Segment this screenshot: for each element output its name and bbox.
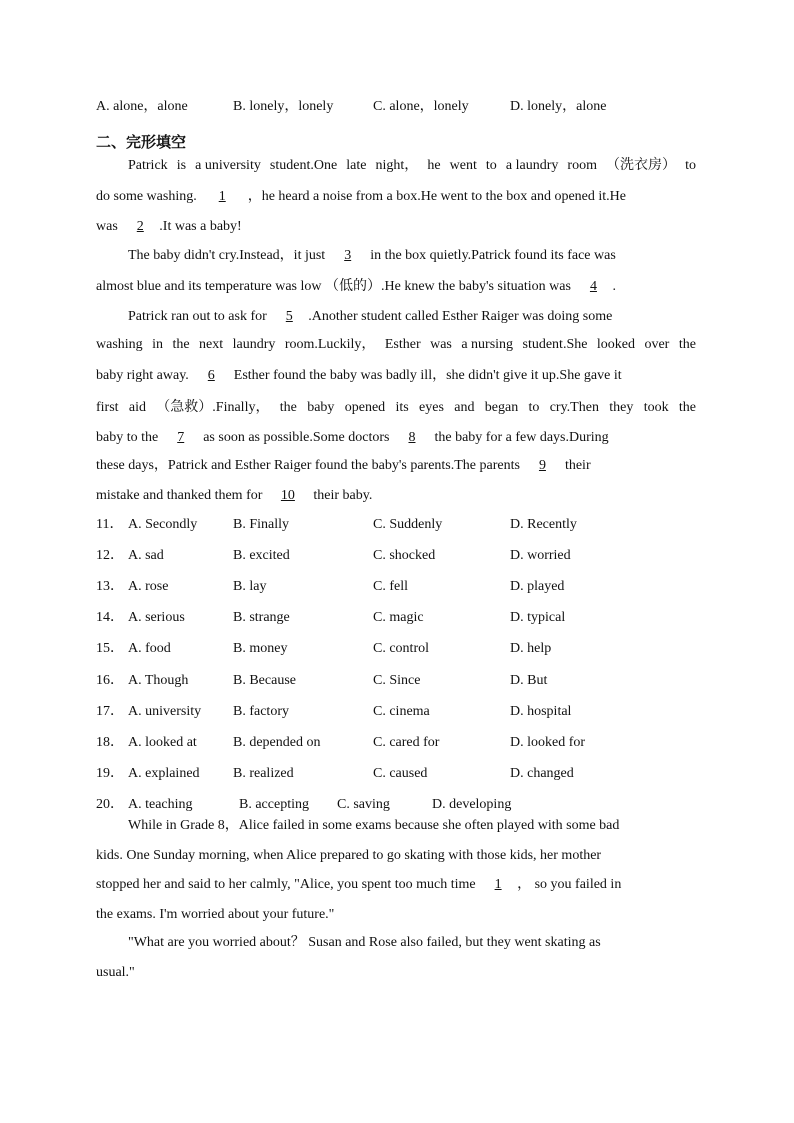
passage2-line-1: While in Grade 8，Alice failed in some exams because she often played with some bad xyxy=(128,818,620,833)
option-c: C. Since xyxy=(373,673,421,688)
option-d: D. worried xyxy=(510,548,571,563)
blank-5: 5 xyxy=(285,309,293,324)
option-b: B. accepting xyxy=(239,797,309,812)
option-d: D. changed xyxy=(510,766,574,781)
blank-p2-1: 1 xyxy=(494,877,502,892)
question-number: 13． xyxy=(96,579,124,594)
question-number: 18． xyxy=(96,735,124,750)
question-number: 12． xyxy=(96,548,124,563)
option-c: C. alone，lonely xyxy=(373,99,469,114)
passage2-line-6: usual." xyxy=(96,965,135,980)
passage1-line-6: Patrick ran out to ask for 5 .Another student called Esther Raiger was doing some xyxy=(128,309,613,324)
option-c: C. saving xyxy=(337,797,390,812)
passage1-line-10: baby to the 7 as soon as possible.Some doctors 8 the baby for a few days.During xyxy=(96,430,609,445)
blank-3: 3 xyxy=(344,248,352,263)
question-number: 16． xyxy=(96,673,124,688)
passage1-line-4: The baby didn't cry.Instead，it just 3 in the box quietly.Patrick found its face was xyxy=(128,248,616,263)
passage1-line-3: was 2 .It was a baby! xyxy=(96,219,242,234)
blank-1: 1 xyxy=(218,189,226,204)
option-a: A. looked at xyxy=(128,735,197,750)
option-d: D. help xyxy=(510,641,552,656)
option-c: C. fell xyxy=(373,579,408,594)
option-a: A. food xyxy=(128,641,171,656)
passage1-line-5: almost blue and its temperature was low （低的）.He knew the baby's situation was 4 . xyxy=(96,279,616,294)
option-c: C. magic xyxy=(373,610,424,625)
option-a: A. Secondly xyxy=(128,517,198,532)
option-b: B. lay xyxy=(233,579,267,594)
option-d: D. looked for xyxy=(510,735,586,750)
option-a: A. university xyxy=(128,704,202,719)
question-number: 14． xyxy=(96,610,124,625)
option-c: C. shocked xyxy=(373,548,436,563)
option-c: C. cared for xyxy=(373,735,440,750)
passage2-line-4: the exams. I'm worried about your future." xyxy=(96,907,335,922)
option-d: D. developing xyxy=(432,797,512,812)
option-d: D. hospital xyxy=(510,704,572,719)
option-c: C. control xyxy=(373,641,429,656)
question-number: 20． xyxy=(96,797,124,812)
option-d: D. typical xyxy=(510,610,566,625)
passage1-line-2: do some washing. 1 ，he heard a noise from a box.He went to the box and opened it.He xyxy=(96,189,626,204)
passage1-line-7: washing in the next laundry room.Luckily， Esther was a nursing student.She looked over the xyxy=(96,337,696,352)
option-a: A. teaching xyxy=(128,797,193,812)
option-b: B. factory xyxy=(233,704,289,719)
option-d: D. Recently xyxy=(510,517,577,532)
blank-4: 4 xyxy=(589,279,597,294)
option-b: B. money xyxy=(233,641,288,656)
option-b: B. lonely，lonely xyxy=(233,99,334,114)
option-b: B. realized xyxy=(233,766,294,781)
option-a: A. serious xyxy=(128,610,185,625)
passage1-line-1: Patrick is a university student.One late night， he went to a laundry room （洗衣房） to xyxy=(128,158,696,173)
blank-2: 2 xyxy=(136,219,144,234)
passage2-line-2: kids. One Sunday morning, when Alice prepared to go skating with those kids, her mother xyxy=(96,848,602,863)
passage2-line-5: "What are you worried about？ Susan and Rose also failed, but they went skating as xyxy=(128,935,601,950)
question-number: 15． xyxy=(96,641,124,656)
option-b: B. depended on xyxy=(233,735,321,750)
passage2-line-3: stopped her and said to her calmly, "Alice, you spent too much time 1 ， so you failed in xyxy=(96,877,622,892)
option-a: A. sad xyxy=(128,548,164,563)
option-d: D. lonely，alone xyxy=(510,99,607,114)
question-number: 17． xyxy=(96,704,124,719)
blank-7: 7 xyxy=(177,430,185,445)
option-a: A. explained xyxy=(128,766,200,781)
blank-6: 6 xyxy=(207,368,215,383)
passage1-line-11: these days，Patrick and Esther Raiger found the baby's parents.The parents 9 their xyxy=(96,458,591,473)
option-c: C. Suddenly xyxy=(373,517,443,532)
question-number: 11． xyxy=(96,517,124,532)
passage1-line-9: first aid （急救）.Finally， the baby opened its eyes and began to cry.Then they took the xyxy=(96,400,696,415)
option-b: B. excited xyxy=(233,548,290,563)
passage1-line-12: mistake and thanked them for 10 their baby. xyxy=(96,488,373,503)
section-heading: 二、完形填空 xyxy=(96,133,187,151)
option-a: A. rose xyxy=(128,579,169,594)
option-b: B. strange xyxy=(233,610,290,625)
blank-10: 10 xyxy=(280,488,295,503)
option-c: C. cinema xyxy=(373,704,430,719)
question-number: 19． xyxy=(96,766,124,781)
option-b: B. Finally xyxy=(233,517,290,532)
blank-9: 9 xyxy=(538,458,546,473)
option-a: A. Though xyxy=(128,673,189,688)
option-c: C. caused xyxy=(373,766,428,781)
option-b: B. Because xyxy=(233,673,296,688)
passage1-line-8: baby right away. 6 Esther found the baby was badly ill，she didn't give it up.She gave it xyxy=(96,368,622,383)
option-d: D. played xyxy=(510,579,565,594)
option-d: D. But xyxy=(510,673,548,688)
blank-8: 8 xyxy=(408,430,416,445)
option-a: A. alone，alone xyxy=(96,99,188,114)
